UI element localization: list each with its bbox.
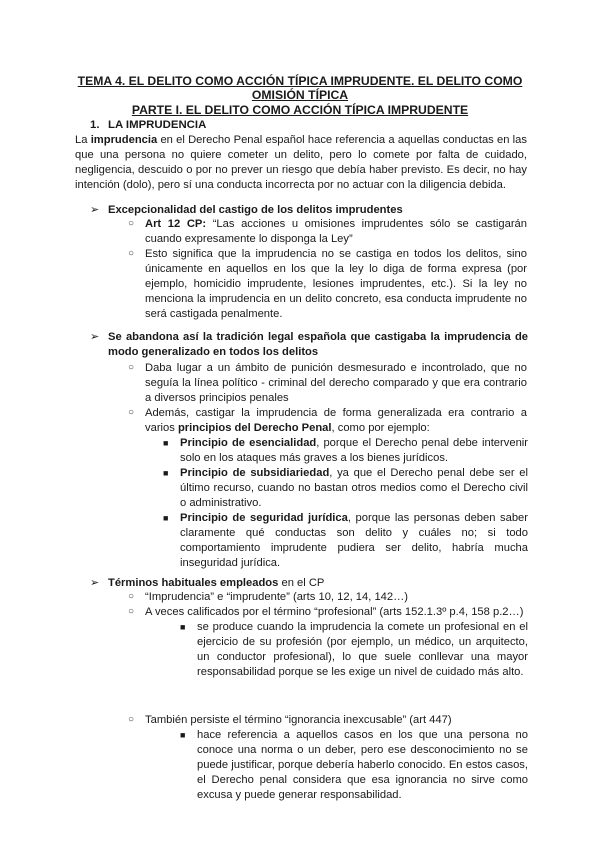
intro-keyword: imprudencia [90, 134, 158, 146]
document-title-line-1: TEMA 4. EL DELITO COMO ACCIÓN TÍPICA IMPRUDENTE. EL DELITO COMO [77, 74, 523, 88]
square-bullet-icon: ■ [180, 730, 186, 740]
bullet-heading-tradicion: Se abandona así la tradición legal española que castigaba la imprudencia de modo generalizado en todos los delitos [108, 331, 528, 358]
principios-intro: Además, castigar la imprudencia de forma generalizada era contrario a varios principios del Derecho Penal, como por ejemplo: [145, 407, 527, 434]
circle-bullet-icon: ○ [128, 407, 135, 418]
termino-ignorancia-inexcusable: También persiste el término “ignorancia inexcusable” (art 447) [145, 714, 452, 726]
punicion-paragraph: Daba lugar a un ámbito de punición desmesurado e incontrolado, que no seguía la línea político - criminal del derecho comparado y que era contrario a diversos principios penales [145, 362, 527, 404]
square-bullet-icon: ■ [163, 438, 169, 448]
termino-imprudencia: “Imprudencia” e “imprudente” (arts 10, 12, 14, 142…) [145, 591, 409, 603]
principio-seguridad-juridica: Principio de seguridad jurídica, porque las personas deben saber claramente qué conductas son delito y cuáles no; si todo comportamiento imprudente pudiera ser delito, habría mucha inseguridad jurídica. [180, 512, 529, 569]
arrow-bullet-icon: ➢ [90, 204, 100, 216]
document-title-line-2: OMISIÓN TÍPICA [251, 88, 349, 102]
circle-bullet-icon: ○ [128, 218, 135, 229]
circle-bullet-icon: ○ [128, 714, 135, 725]
circle-bullet-icon: ○ [128, 248, 135, 259]
ignorancia-explanation: hace referencia a aquellos casos en los que una persona no conoce una norma o un deber, pero ese desconocimiento no se puede justificar, porque debería haberlo conocido. En estos casos, el Derecho penal considera que esa ignorancia no sirve como excusa y puede generar responsabilidad. [197, 729, 528, 801]
termino-profesional: A veces calificados por el término “profesional” (arts 152.1.3º p.4, 158 p.2…) [145, 606, 524, 618]
circle-bullet-icon: ○ [128, 362, 135, 373]
art-12-explanation: Esto significa que la imprudencia no se castiga en todos los delitos, sino únicamente en aquellos en los que la ley lo diga de forma expresa (por ejemplo, homicidio imprudente, lesiones imprudentes, etc.). Si la ley no menciona la imprudencia en un delito concreto, esa conducta imprudente no será castigada penalmente. [145, 248, 527, 320]
square-bullet-icon: ■ [163, 513, 169, 523]
bullet-heading-terminos: Términos habituales empleados en el CP [108, 577, 325, 589]
arrow-bullet-icon: ➢ [90, 331, 100, 343]
art-12-quote: Art 12 CP: “Las acciones u omisiones imprudentes sólo se castigarán cuando expresamente lo disponga la Ley” [145, 218, 527, 245]
part-title: PARTE I. EL DELITO COMO ACCIÓN TÍPICA IMPRUDENTE [131, 103, 469, 117]
circle-bullet-icon: ○ [128, 591, 135, 602]
principio-subsidiariedad: Principio de subsidiariedad, ya que el Derecho penal debe ser el último recurso, cuando no bastan otros medios como el Derecho civil o administrativo. [180, 467, 528, 509]
principio-esencialidad: Principio de esencialidad, porque el Derecho penal debe intervenir solo en los ataques más graves a los bienes jurídicos. [180, 437, 528, 464]
circle-bullet-icon: ○ [128, 606, 135, 617]
bullet-heading-excepcionalidad: Excepcionalidad del castigo de los delitos imprudentes [108, 204, 403, 216]
section-label: LA IMPRUDENCIA [108, 119, 207, 131]
square-bullet-icon: ■ [180, 622, 186, 632]
square-bullet-icon: ■ [163, 468, 169, 478]
arrow-bullet-icon: ➢ [90, 577, 100, 589]
intro-paragraph: La imprudencia en el Derecho Penal español hace referencia a aquellas conductas en las que una persona no quiere cometer un delito, pero lo comete por falta de cuidado, negligencia, descuido o por no prever un riesgo que debía haber previsto. Es decir, no hay intención (dolo), pero sí una conducta incorrecta por no actuar con la diligencia debida. [75, 134, 527, 191]
section-heading [90, 119, 206, 131]
section-number: 1. [90, 119, 100, 131]
profesional-explanation: se produce cuando la imprudencia la comete un profesional en el ejercicio de su profesión (por ejemplo, un médico, un arquitecto, un conductor profesional), lo que suele conllevar una mayor responsabilidad porque se les exige un nivel de cuidado más alto. [197, 621, 528, 678]
